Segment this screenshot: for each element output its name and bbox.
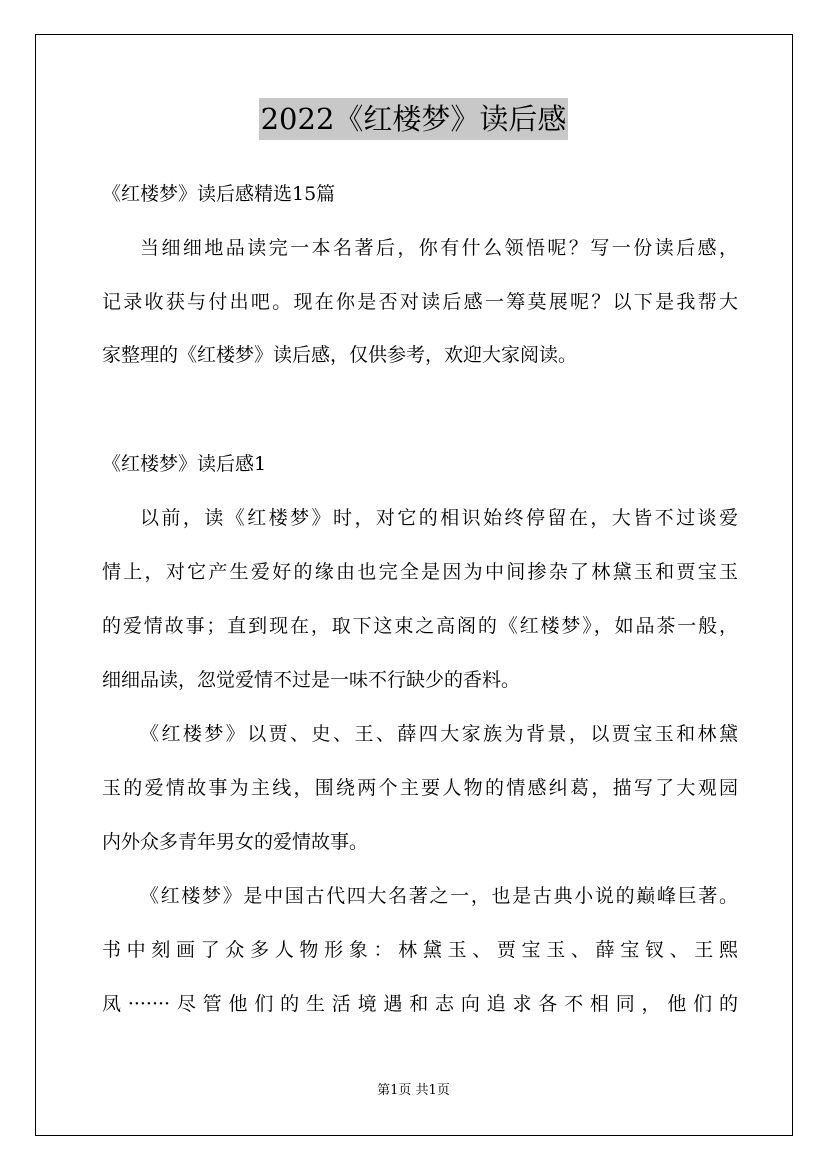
section-line-1: 以前，读《红楼梦》时，对它的相识始终停留在，大皆不过谈爱 xyxy=(140,507,738,529)
section-line-8: 《红楼梦》是中国古代四大名著之一，也是古典小说的巅峰巨著。 xyxy=(140,885,738,907)
section-line-3: 的爱情故事；直到现在，取下这束之高阁的《红楼梦》，如品茶一般， xyxy=(102,615,738,637)
section-line-6: 玉的爱情故事为主线，围绕两个主要人物的情感纠葛，描写了大观园 xyxy=(102,777,738,799)
section-line-5: 《红楼梦》以贾、史、王、薛四大家族为背景，以贾宝玉和林黛 xyxy=(140,723,738,745)
section-line-2: 情上，对它产生爱好的缘由也完全是因为中间掺杂了林黛玉和贾宝玉 xyxy=(102,561,738,583)
document-title: 2022《红楼梦》读后感 xyxy=(259,98,569,140)
subtitle: 《红楼梦》读后感精选15篇 xyxy=(102,183,336,205)
intro-line-2: 记录收获与付出吧。现在你是否对读后感一筹莫展呢？以下是我帮大 xyxy=(102,291,738,313)
section-heading: 《红楼梦》读后感1 xyxy=(102,453,267,475)
intro-line-1: 当细细地品读完一本名著后，你有什么领悟呢？写一份读后感， xyxy=(140,237,738,259)
section-line-7: 内外众多青年男女的爱情故事。 xyxy=(102,831,369,853)
section-line-4: 细细品读，忽觉爱情不过是一味不行缺少的香料。 xyxy=(102,669,521,691)
section-line-10: 凤·······尽管他们的生活境遇和志向追求各不相同，他们的 xyxy=(102,993,738,1015)
page-footer: 第1页 共1页 xyxy=(377,1083,450,1098)
title-container xyxy=(0,98,827,140)
intro-line-3: 家整理的《红楼梦》读后感，仅供参考，欢迎大家阅读。 xyxy=(102,344,578,366)
section-line-9: 书中刻画了众多人物形象：林黛玉、贾宝玉、薛宝钗、王熙 xyxy=(102,939,738,961)
